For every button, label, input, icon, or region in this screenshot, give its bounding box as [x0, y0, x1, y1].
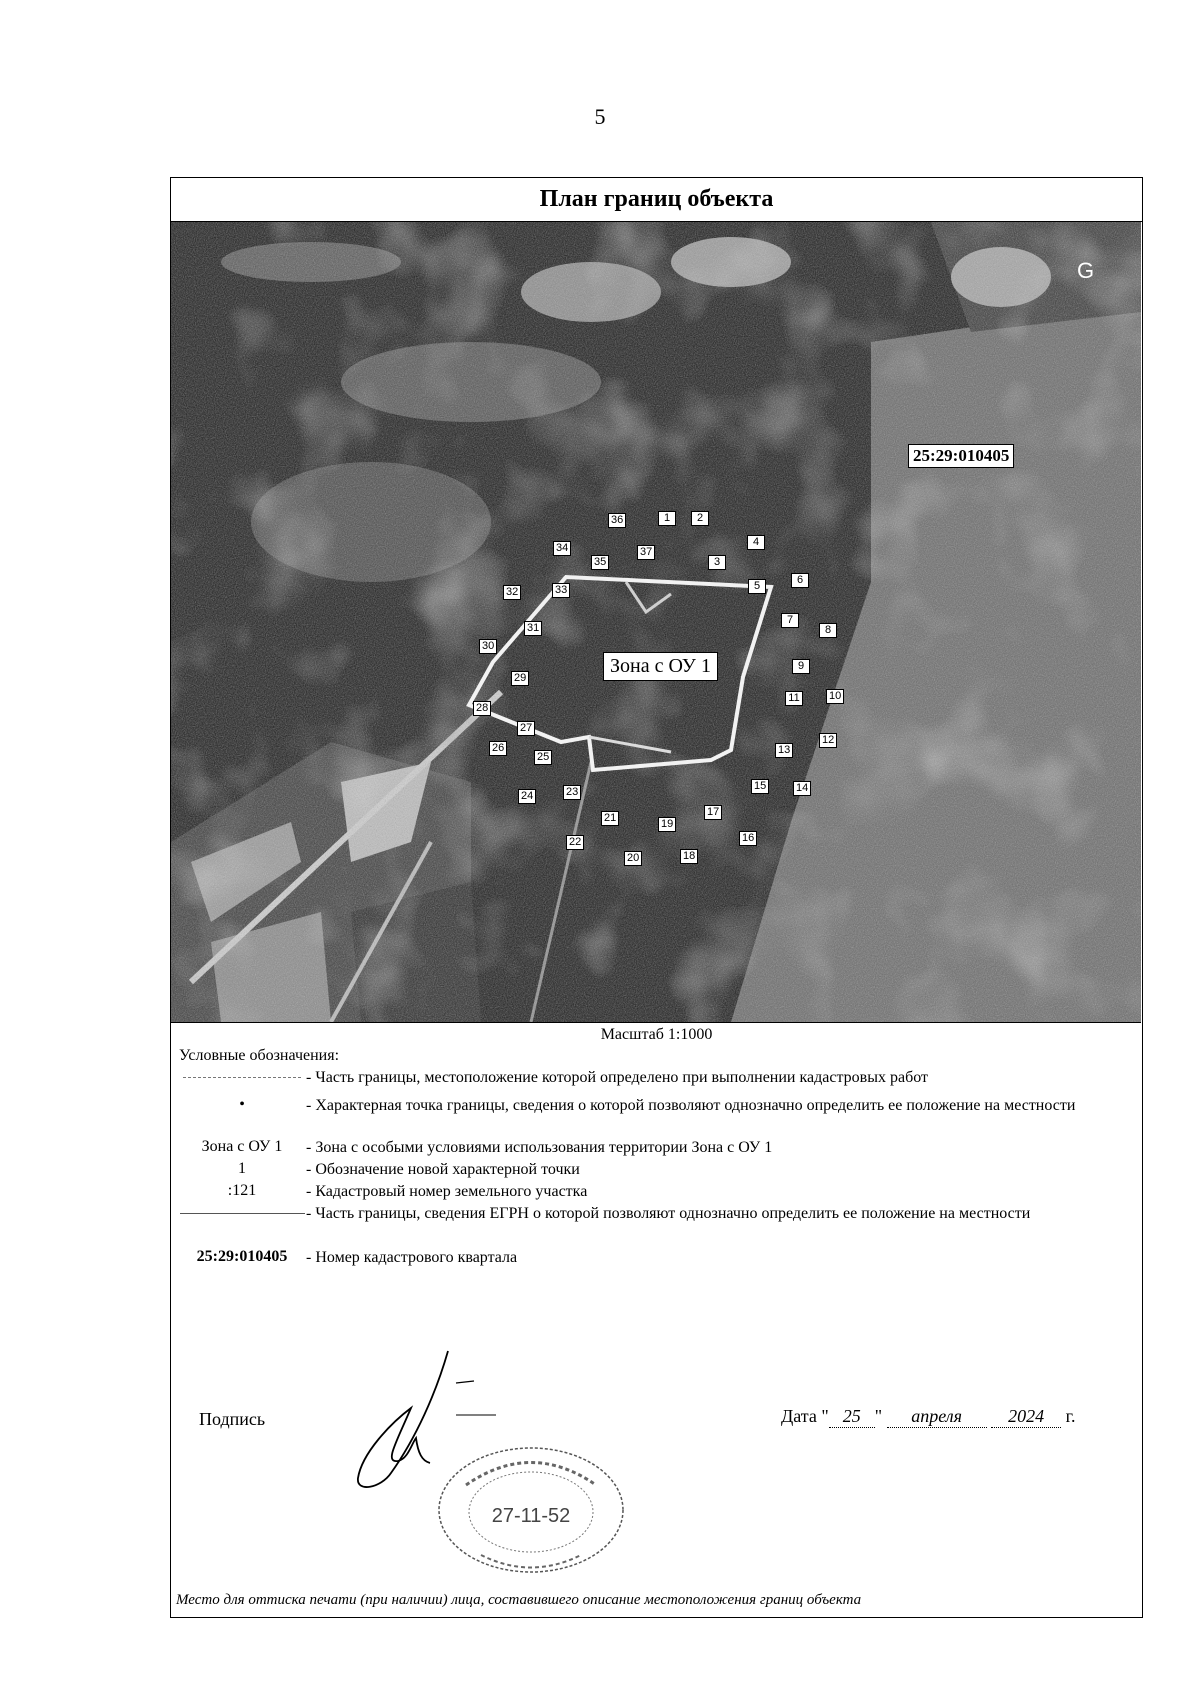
boundary-point: 25	[534, 750, 552, 765]
boundary-point: 11	[785, 691, 803, 706]
boundary-point: 12	[819, 733, 837, 748]
boundary-point: 1	[658, 511, 676, 526]
legend-text: - Характерная точка границы, сведения о которой позволяют однозначно определить ее положение на местности	[306, 1097, 1076, 1114]
date-suffix: г.	[1065, 1406, 1076, 1426]
boundary-point: 14	[793, 781, 811, 796]
boundary-point: 16	[739, 831, 757, 846]
boundary-point: 30	[479, 639, 497, 654]
boundary-point: 36	[608, 513, 626, 528]
parcel-number-symbol: :121	[227, 1182, 257, 1199]
legend-text: - Часть границы, сведения ЕГРН о которой позволяют однозначно определить ее положение на местности	[306, 1205, 1031, 1222]
boundary-point: 7	[781, 613, 799, 628]
solid-line-symbol	[171, 1204, 313, 1222]
date-day: 25	[829, 1406, 875, 1428]
boundary-point: 37	[637, 545, 655, 560]
quarter-symbol: 25:29:010405	[196, 1248, 288, 1265]
boundary-point: 8	[819, 623, 837, 638]
boundary-point: 23	[563, 785, 581, 800]
map-background	[171, 222, 1141, 1022]
document-frame	[170, 177, 1143, 1618]
boundary-point: 17	[704, 805, 722, 820]
legend-title: Условные обозначения:	[179, 1047, 340, 1064]
legend-text: - Кадастровый номер земельного участка	[306, 1183, 588, 1200]
signature-label: Подпись	[199, 1409, 266, 1429]
boundary-point: 9	[792, 659, 810, 674]
boundary-point: 19	[658, 817, 676, 832]
boundary-point: 22	[566, 835, 584, 850]
page-number: 5	[594, 104, 606, 129]
corner-mark: G	[1077, 258, 1095, 283]
map-scale: Масштаб 1:1000	[600, 1026, 713, 1043]
boundary-point: 24	[518, 789, 536, 804]
boundary-point: 18	[680, 849, 698, 864]
boundary-point: 26	[489, 741, 507, 756]
date-year: 2024	[991, 1406, 1061, 1428]
legend-text: - Номер кадастрового квартала	[306, 1249, 518, 1266]
date-mid: "	[874, 1406, 883, 1426]
boundary-point: 35	[591, 555, 609, 570]
boundary-point: 34	[553, 541, 571, 556]
zone-label: Зона с ОУ 1	[603, 652, 718, 681]
boundary-point: 10	[826, 689, 844, 704]
cadastral-quarter-label: 25:29:010405	[908, 444, 1014, 468]
zone-symbol: Зона с ОУ 1	[201, 1138, 283, 1155]
boundary-point: 29	[511, 671, 529, 686]
legend-text: - Часть границы, местоположение которой определено при выполнении кадастровых работ	[306, 1069, 928, 1086]
stamp-number: 27-11-52	[491, 1505, 571, 1527]
legend-text: - Обозначение новой характерной точки	[306, 1161, 580, 1178]
boundary-point: 3	[708, 555, 726, 570]
boundary-point: 32	[503, 585, 521, 600]
boundary-point: 6	[791, 573, 809, 588]
dashed-line-symbol	[171, 1068, 313, 1086]
boundary-point: 27	[517, 721, 535, 736]
boundary-point: 33	[552, 583, 570, 598]
boundary-point: 5	[748, 579, 766, 594]
boundary-point: 31	[524, 621, 542, 636]
boundary-point: 28	[473, 701, 491, 716]
stamp-icon	[431, 1440, 631, 1580]
boundary-point: 2	[691, 511, 709, 526]
boundary-point: 4	[747, 535, 765, 550]
satellite-map	[171, 222, 1141, 1023]
date-prefix: Дата "	[781, 1406, 829, 1426]
stamp-place-caption: Место для оттиска печати (при наличии) лица, составившего описание местоположения границ объекта	[176, 1592, 862, 1608]
plan-title: План границ объекта	[171, 178, 1142, 222]
boundary-point: 13	[775, 743, 793, 758]
legend-text: - Зона с особыми условиями использования территории Зона с ОУ 1	[306, 1139, 773, 1156]
boundary-point: 21	[601, 811, 619, 826]
boundary-point: 20	[624, 851, 642, 866]
boundary-point: 15	[751, 779, 769, 794]
date-block	[781, 1406, 1075, 1428]
new-point-symbol: 1	[238, 1160, 246, 1177]
date-month: апреля	[887, 1406, 987, 1428]
point-symbol: •	[239, 1096, 245, 1113]
